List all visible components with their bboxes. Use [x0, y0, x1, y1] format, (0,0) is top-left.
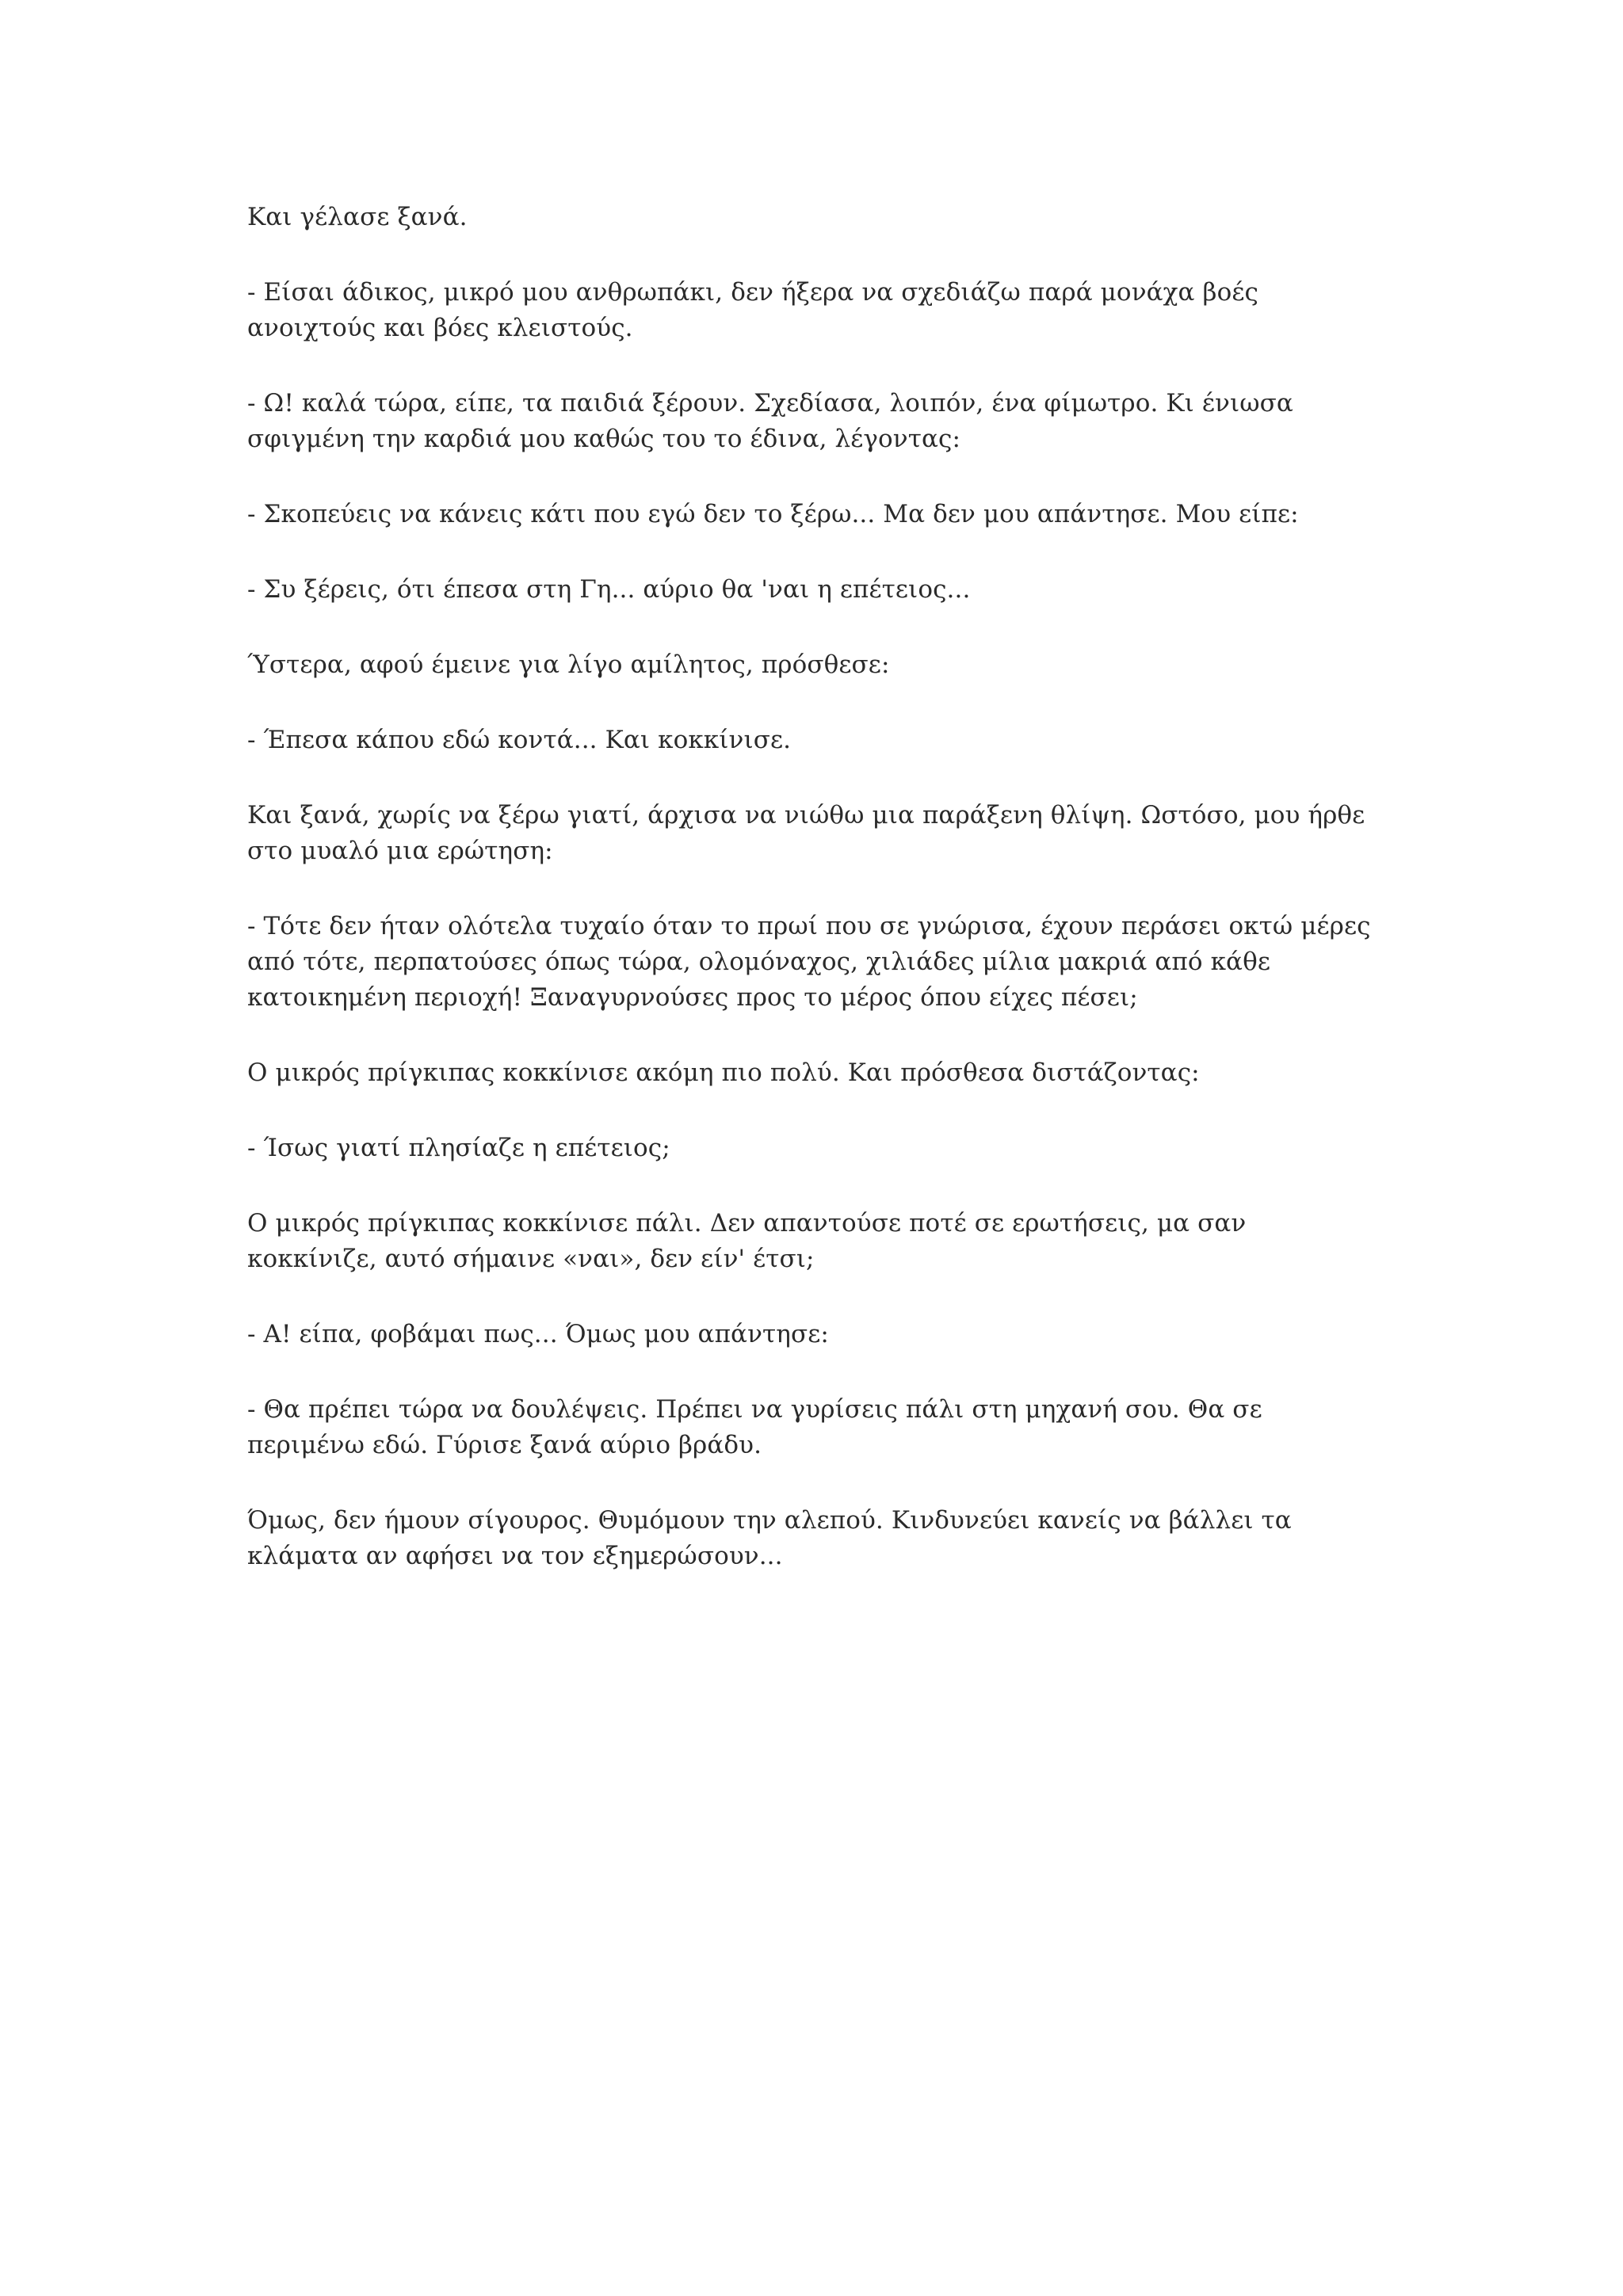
- paragraph: - Συ ξέρεις, ότι έπεσα στη Γη... αύριο θα 'ναι η επέτειος...: [247, 575, 971, 604]
- paragraph: Ο μικρός πρίγκιπας κοκκίνισε ακόμη πιο πολύ. Και πρόσθεσα διστάζοντας:: [247, 1058, 1200, 1087]
- paragraph: - Είσαι άδικος, μικρό μου ανθρωπάκι, δεν ήξερα να σχεδιάζω παρά μονάχα βοές ανοιχτούς και βόες κλειστούς.: [247, 278, 1258, 342]
- paragraph: Ο μικρός πρίγκιπας κοκκίνισε πάλι. Δεν απαντούσε ποτέ σε ερωτήσεις, μα σαν κοκκίνιζε, αυτό σήμαινε «ναι», δεν είν' έτσι;: [247, 1209, 1247, 1273]
- paragraph: - Έπεσα κάπου εδώ κοντά... Και κοκκίνισε.: [247, 726, 792, 754]
- paragraph: Ύστερα, αφού έμεινε για λίγο αμίλητος, πρόσθεσε:: [247, 650, 890, 679]
- paragraph: - Θα πρέπει τώρα να δουλέψεις. Πρέπει να γυρίσεις πάλι στη μηχανή σου. Θα σε περιμένω εδώ. Γύρισε ξανά αύριο βράδυ.: [247, 1395, 1262, 1459]
- paragraph: - Τότε δεν ήταν ολότελα τυχαίο όταν το πρωί που σε γνώρισα, έχουν περάσει οκτώ μέρες από τότε, περπατούσες όπως τώρα, ολομόναχος, χιλιάδες μίλια μακριά από κάθε κατοικημένη περιοχή! Ξαναγυρνούσες προς το μέρος όπου είχες πέσει;: [247, 912, 1371, 1012]
- paragraph: Και γέλασε ξανά.: [247, 203, 468, 231]
- paragraph: Και ξανά, χωρίς να ξέρω γιατί, άρχισα να νιώθω μια παράξενη θλίψη. Ωστόσο, μου ήρθε στο μυαλό μια ερώτηση:: [247, 801, 1365, 865]
- paragraph: - Ίσως γιατί πλησίαζε η επέτειος;: [247, 1134, 670, 1162]
- paragraph: - Ω! καλά τώρα, είπε, τα παιδιά ξέρουν. Σχεδίασα, λοιπόν, ένα φίμωτρο. Κι ένιωσα σφιγμένη την καρδιά μου καθώς του το έδινα, λέγοντας:: [247, 389, 1293, 453]
- paragraph: - Α! είπα, φοβάμαι πως... Όμως μου απάντησε:: [247, 1320, 829, 1348]
- text-column: [247, 200, 1396, 1614]
- paragraph: Όμως, δεν ήμουν σίγουρος. Θυμόμουν την αλεπού. Κινδυνεύει κανείς να βάλλει τα κλάματα αν αφήσει να τον εξημερώσουν...: [247, 1506, 1292, 1570]
- paragraph: - Σκοπεύεις να κάνεις κάτι που εγώ δεν το ξέρω... Μα δεν μου απάντησε. Μου είπε:: [247, 500, 1299, 528]
